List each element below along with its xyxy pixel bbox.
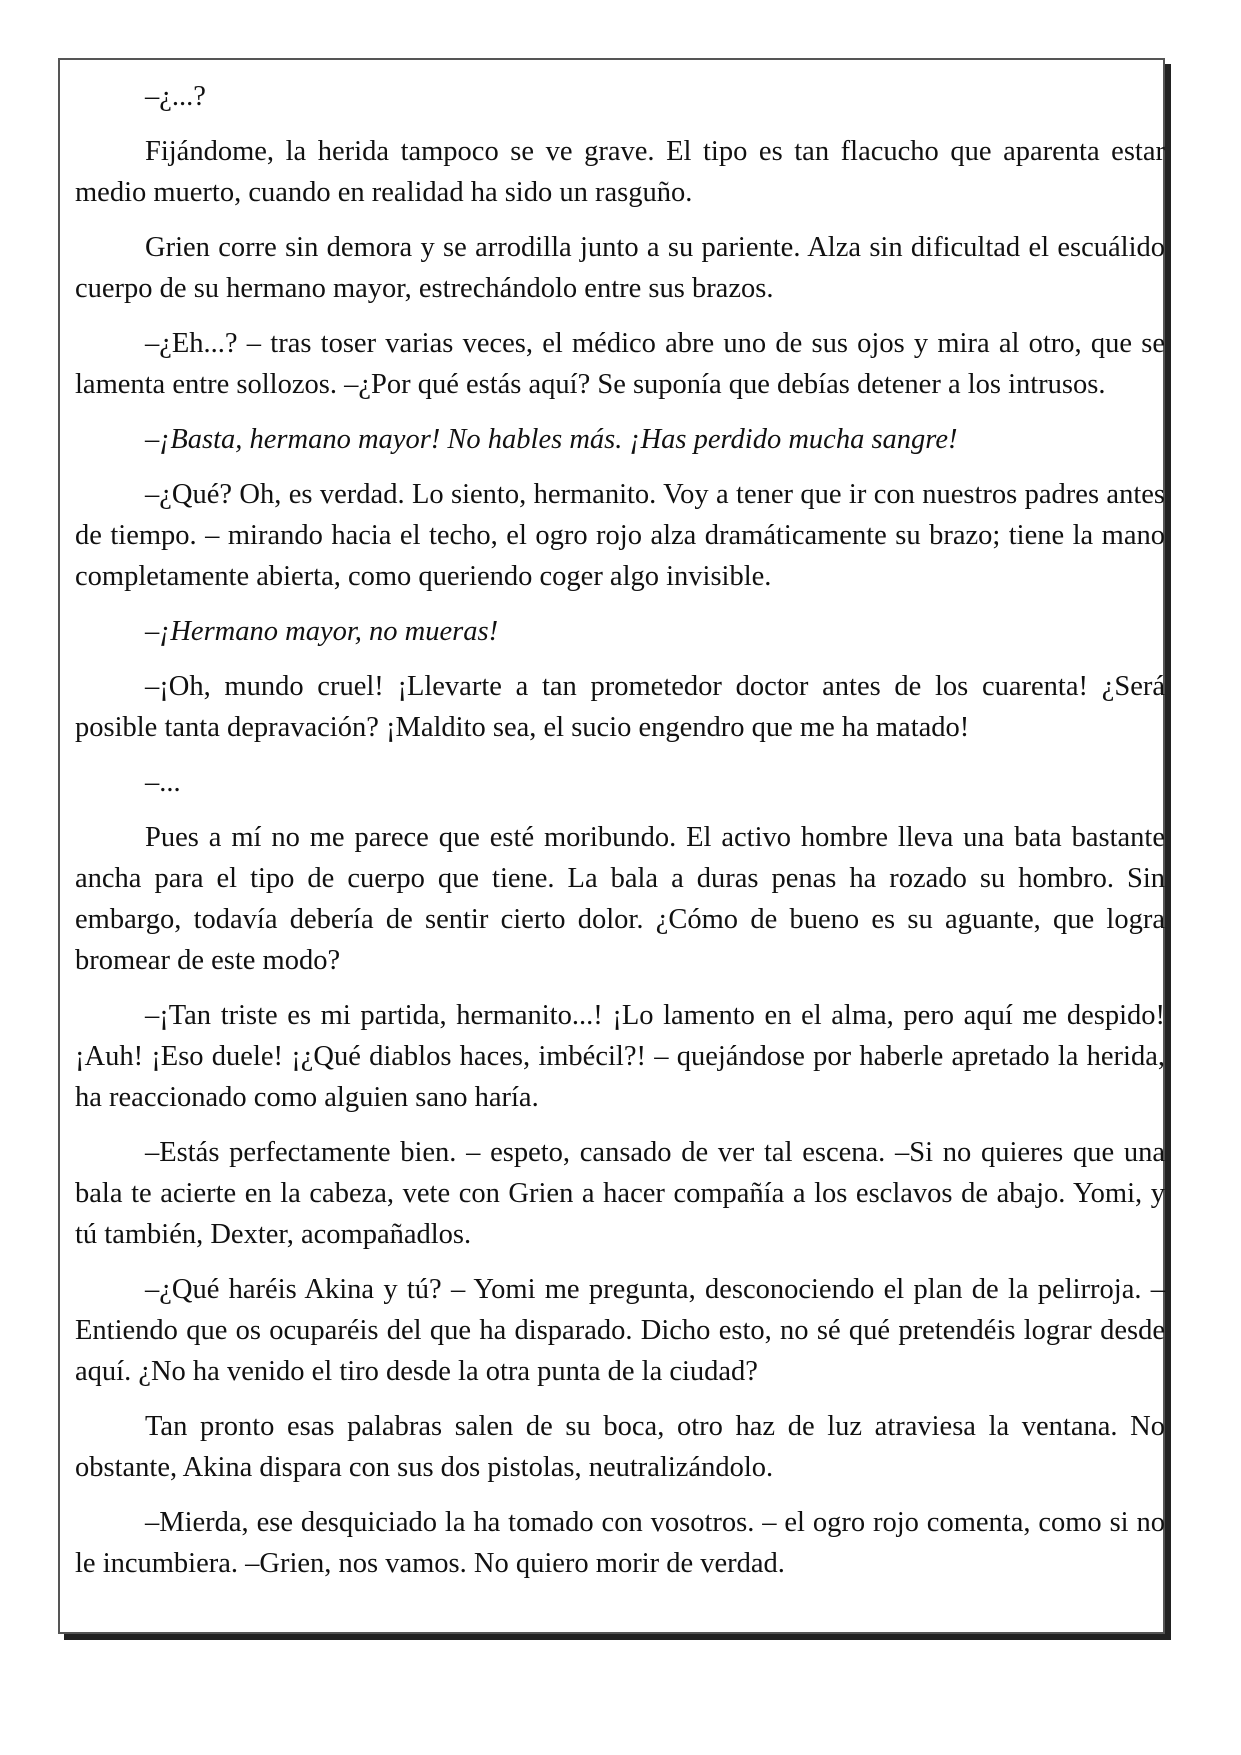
paragraph: –Estás perfectamente bien. – espeto, cansado de ver tal escena. –Si no quieres que una bala te acierte en la cabeza, vete con Grien a hacer compañía a los esclavos de abajo. Yomi, y tú también, Dexter, acompañadlos. (75, 1137, 1165, 1250)
paragraph: Pues a mí no me parece que esté moribundo. El activo hombre lleva una bata bastante ancha para el tipo de cuerpo que tiene. La bala a duras penas ha rozado su hombro. Sin embargo, todavía debería de sentir cierto dolor. ¿Cómo de bueno es su aguante, que logra bromear de este modo? (75, 822, 1165, 976)
paragraph: Fijándome, la herida tampoco se ve grave. El tipo es tan flacucho que aparenta estar medio muerto, cuando en realidad ha sido un rasguño. (75, 136, 1165, 208)
paragraph: –¿...? (145, 81, 206, 112)
paragraph: –¡Tan triste es mi partida, hermanito...! ¡Lo lamento en el alma, pero aquí me despido! ¡Auh! ¡Eso duele! ¡¿Qué diablos haces, imbécil?! – quejándose por haberle apretado la herida, ha reaccionado como alguien sano haría. (75, 1000, 1165, 1113)
paragraph: –... (145, 767, 181, 798)
paragraph: Tan pronto esas palabras salen de su boca, otro haz de luz atraviesa la ventana. No obstante, Akina dispara con sus dos pistolas, neutralizándolo. (75, 1411, 1165, 1483)
paragraph: –¿Eh...? – tras toser varias veces, el médico abre uno de sus ojos y mira al otro, que se lamenta entre sollozos. –¿Por qué estás aquí? Se suponía que debías detener a los intrusos. (75, 328, 1165, 400)
paragraph-italic: –¡Basta, hermano mayor! No hables más. ¡Has perdido mucha sangre! (145, 424, 958, 455)
paragraph: Grien corre sin demora y se arrodilla junto a su pariente. Alza sin dificultad el escuálido cuerpo de su hermano mayor, estrechándolo entre sus brazos. (75, 232, 1165, 304)
paragraph: –¡Oh, mundo cruel! ¡Llevarte a tan prometedor doctor antes de los cuarenta! ¿Será posible tanta depravación? ¡Maldito sea, el sucio engendro que me ha matado! (75, 671, 1165, 743)
paragraph: –¿Qué haréis Akina y tú? – Yomi me pregunta, desconociendo el plan de la pelirroja. –Entiendo que os ocuparéis del que ha disparado. Dicho esto, no sé qué pretendéis lograr desde aquí. ¿No ha venido el tiro desde la otra punta de la ciudad? (75, 1274, 1165, 1387)
document-body (75, 76, 1165, 1598)
paragraph-italic: –¡Hermano mayor, no mueras! (145, 616, 499, 647)
paragraph: –¿Qué? Oh, es verdad. Lo siento, hermanito. Voy a tener que ir con nuestros padres antes de tiempo. – mirando hacia el techo, el ogro rojo alza dramáticamente su brazo; tiene la mano completamente abierta, como queriendo coger algo invisible. (75, 479, 1165, 592)
paragraph: –Mierda, ese desquiciado la ha tomado con vosotros. – el ogro rojo comenta, como si no le incumbiera. –Grien, nos vamos. No quiero morir de verdad. (75, 1507, 1165, 1579)
